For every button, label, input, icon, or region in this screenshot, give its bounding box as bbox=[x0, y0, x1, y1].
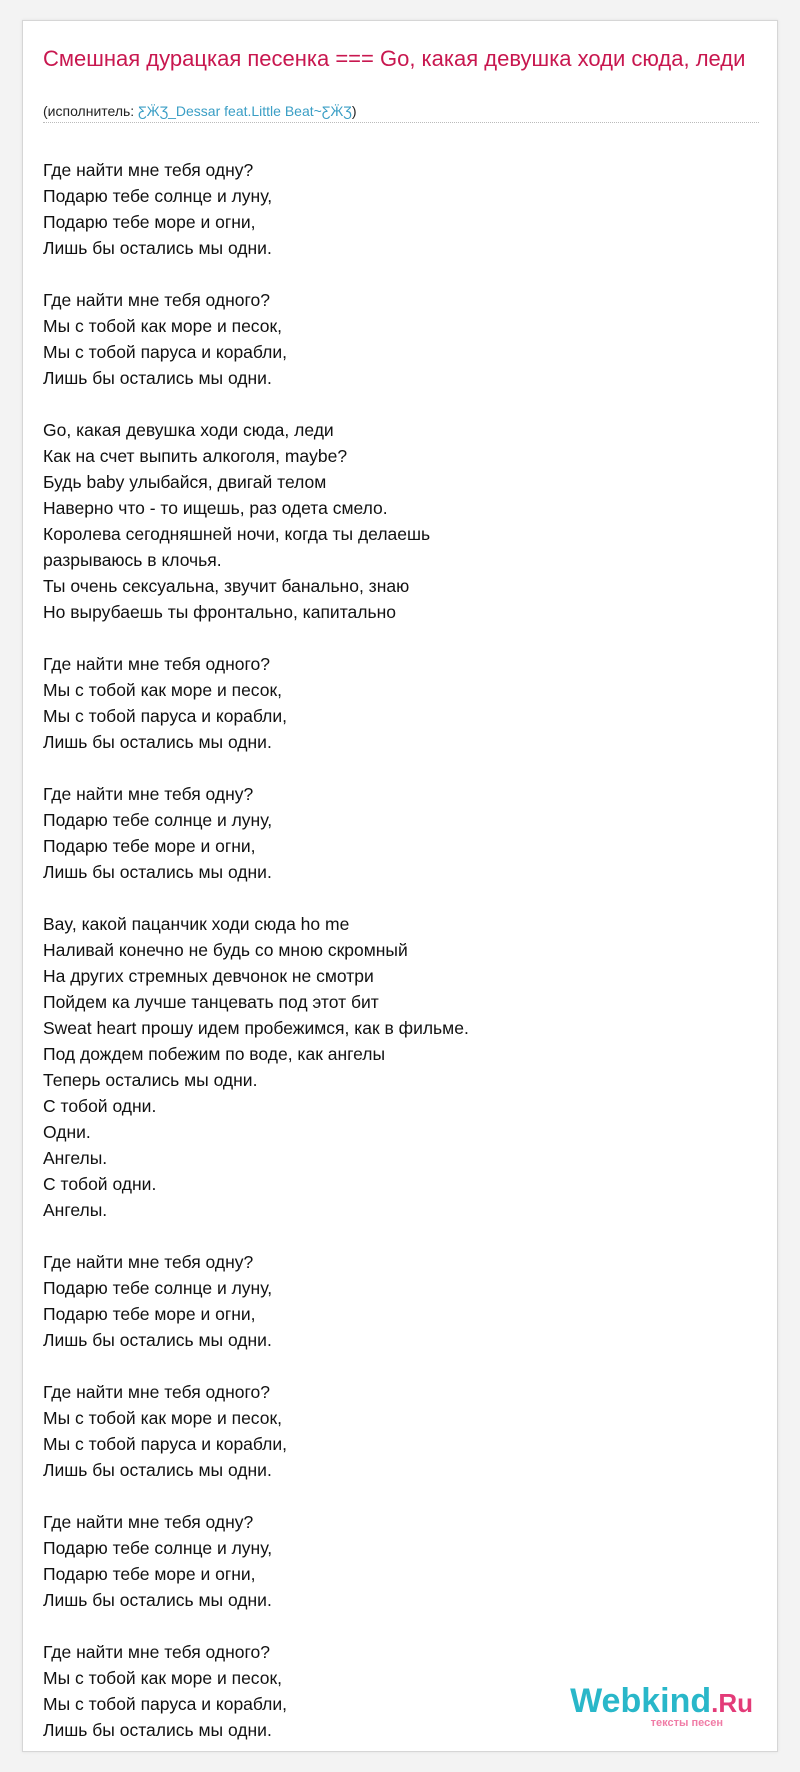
lyric-line: Мы с тобой паруса и корабли, bbox=[43, 1694, 287, 1714]
lyric-line: Go, какая девушка ходи сюда, леди bbox=[43, 420, 334, 440]
lyric-line: Мы с тобой как море и песок, bbox=[43, 1408, 283, 1428]
lyric-line: Мы с тобой паруса и корабли, bbox=[43, 706, 287, 726]
lyric-line: Мы с тобой как море и песок, bbox=[43, 1668, 283, 1688]
lyric-line: Лишь бы остались мы одни. bbox=[43, 732, 272, 752]
lyric-line: Лишь бы остались мы одни. bbox=[43, 368, 272, 388]
lyric-line: Ты очень сексуальна, звучит банально, знаю bbox=[43, 576, 410, 596]
lyric-line: Подарю тебе море и огни, bbox=[43, 836, 256, 856]
artist-suffix: ) bbox=[351, 103, 357, 119]
lyric-line: Где найти мне тебя одного? bbox=[43, 1642, 270, 1662]
lyric-line: Подарю тебе солнце и луну, bbox=[43, 1278, 273, 1298]
lyric-line: Ангелы. bbox=[43, 1148, 108, 1168]
watermark-tld: .Ru bbox=[711, 1688, 753, 1718]
lyric-line: Подарю тебе солнце и луну, bbox=[43, 186, 273, 206]
lyric-line: Где найти мне тебя одного? bbox=[43, 654, 270, 674]
lyric-line: Подарю тебе море и огни, bbox=[43, 1564, 256, 1584]
lyric-line: Где найти мне тебя одного? bbox=[43, 290, 270, 310]
lyric-line: Bay, какой пацанчик ходи сюда ho me bbox=[43, 914, 350, 934]
lyrics-stanza bbox=[43, 781, 763, 885]
lyric-line: Подарю тебе море и огни, bbox=[43, 212, 256, 232]
lyrics-stanza bbox=[43, 911, 763, 1223]
lyric-line: Мы с тобой паруса и корабли, bbox=[43, 342, 287, 362]
lyric-line: Мы с тобой как море и песок, bbox=[43, 680, 283, 700]
lyrics-stanza bbox=[43, 1379, 763, 1483]
stanza-gap bbox=[43, 625, 763, 651]
lyric-line: Подарю тебе солнце и луну, bbox=[43, 1538, 273, 1558]
lyrics-stanza bbox=[43, 157, 763, 261]
lyrics-stanza bbox=[43, 417, 763, 625]
lyric-line: Но вырубаешь ты фронтально, капитально bbox=[43, 602, 396, 622]
lyric-line: Где найти мне тебя одного? bbox=[43, 1382, 270, 1402]
lyric-line: Лишь бы остались мы одни. bbox=[43, 1330, 272, 1350]
lyric-line: Где найти мне тебя одну? bbox=[43, 1252, 254, 1272]
lyric-line: Одни. bbox=[43, 1122, 91, 1142]
lyric-line: Лишь бы остались мы одни. bbox=[43, 1590, 272, 1610]
lyric-line: Пойдем ка лучше танцевать под этот бит bbox=[43, 992, 379, 1012]
song-title: Смешная дурацкая песенка === Go, какая девушка ходи сюда, леди bbox=[43, 46, 746, 71]
lyrics-body bbox=[43, 157, 763, 1743]
lyrics-stanza bbox=[43, 651, 763, 755]
lyric-line: Мы с тобой паруса и корабли, bbox=[43, 1434, 287, 1454]
lyric-line: Мы с тобой как море и песок, bbox=[43, 316, 283, 336]
lyric-line: разрываюсь в клочья. bbox=[43, 550, 222, 570]
stanza-gap bbox=[43, 1223, 763, 1249]
lyric-line: Sweat heart прошу идем пробежимся, как в фильме. bbox=[43, 1018, 469, 1038]
artist-prefix: (исполнитель: bbox=[43, 103, 139, 119]
lyric-line: Ангелы. bbox=[43, 1200, 108, 1220]
lyric-line: Лишь бы остались мы одни. bbox=[43, 862, 272, 882]
stanza-gap bbox=[43, 1613, 763, 1639]
lyric-line: С тобой одни. bbox=[43, 1096, 157, 1116]
lyric-line: Лишь бы остались мы одни. bbox=[43, 1720, 272, 1740]
lyric-line: Лишь бы остались мы одни. bbox=[43, 238, 272, 258]
lyric-line: Где найти мне тебя одну? bbox=[43, 1512, 254, 1532]
lyric-line: Где найти мне тебя одну? bbox=[43, 784, 254, 804]
artist-line bbox=[43, 102, 759, 123]
lyric-line: Где найти мне тебя одну? bbox=[43, 160, 254, 180]
lyric-line: На других стремных девчонок не смотри bbox=[43, 966, 374, 986]
lyric-line: Наливай конечно не будь со мною скромный bbox=[43, 940, 408, 960]
stanza-gap bbox=[43, 261, 763, 287]
lyrics-stanza bbox=[43, 1509, 763, 1613]
stanza-gap bbox=[43, 1483, 763, 1509]
lyric-line: Наверно что - то ищешь, раз одета смело. bbox=[43, 498, 388, 518]
lyric-line: Как на счет выпить алкоголя, maybe? bbox=[43, 446, 348, 466]
watermark-tagline: тексты песен bbox=[650, 1717, 723, 1729]
stanza-gap bbox=[43, 885, 763, 911]
lyric-line: Под дождем побежим по воде, как ангелы bbox=[43, 1044, 386, 1064]
lyric-line: Лишь бы остались мы одни. bbox=[43, 1460, 272, 1480]
lyric-line: Теперь остались мы одни. bbox=[43, 1070, 258, 1090]
lyric-line: Королева сегодняшней ночи, когда ты делаешь bbox=[43, 524, 431, 544]
lyric-line: Подарю тебе море и огни, bbox=[43, 1304, 256, 1324]
stanza-gap bbox=[43, 1353, 763, 1379]
stanza-gap bbox=[43, 391, 763, 417]
page-card bbox=[22, 20, 778, 1752]
lyrics-stanza bbox=[43, 1249, 763, 1353]
lyrics-stanza bbox=[43, 287, 763, 391]
stanza-gap bbox=[43, 755, 763, 781]
watermark-brand: Webkind bbox=[570, 1682, 712, 1720]
webkind-watermark bbox=[553, 1683, 753, 1729]
artist-link[interactable]: ƸӜƷ_Dessar feat.Little Beat~ƸӜƷ bbox=[138, 103, 352, 119]
lyric-line: С тобой одни. bbox=[43, 1174, 157, 1194]
watermark-logo bbox=[570, 1683, 753, 1721]
lyric-line: Подарю тебе солнце и луну, bbox=[43, 810, 273, 830]
lyric-line: Будь baby улыбайся, двигай телом bbox=[43, 472, 327, 492]
